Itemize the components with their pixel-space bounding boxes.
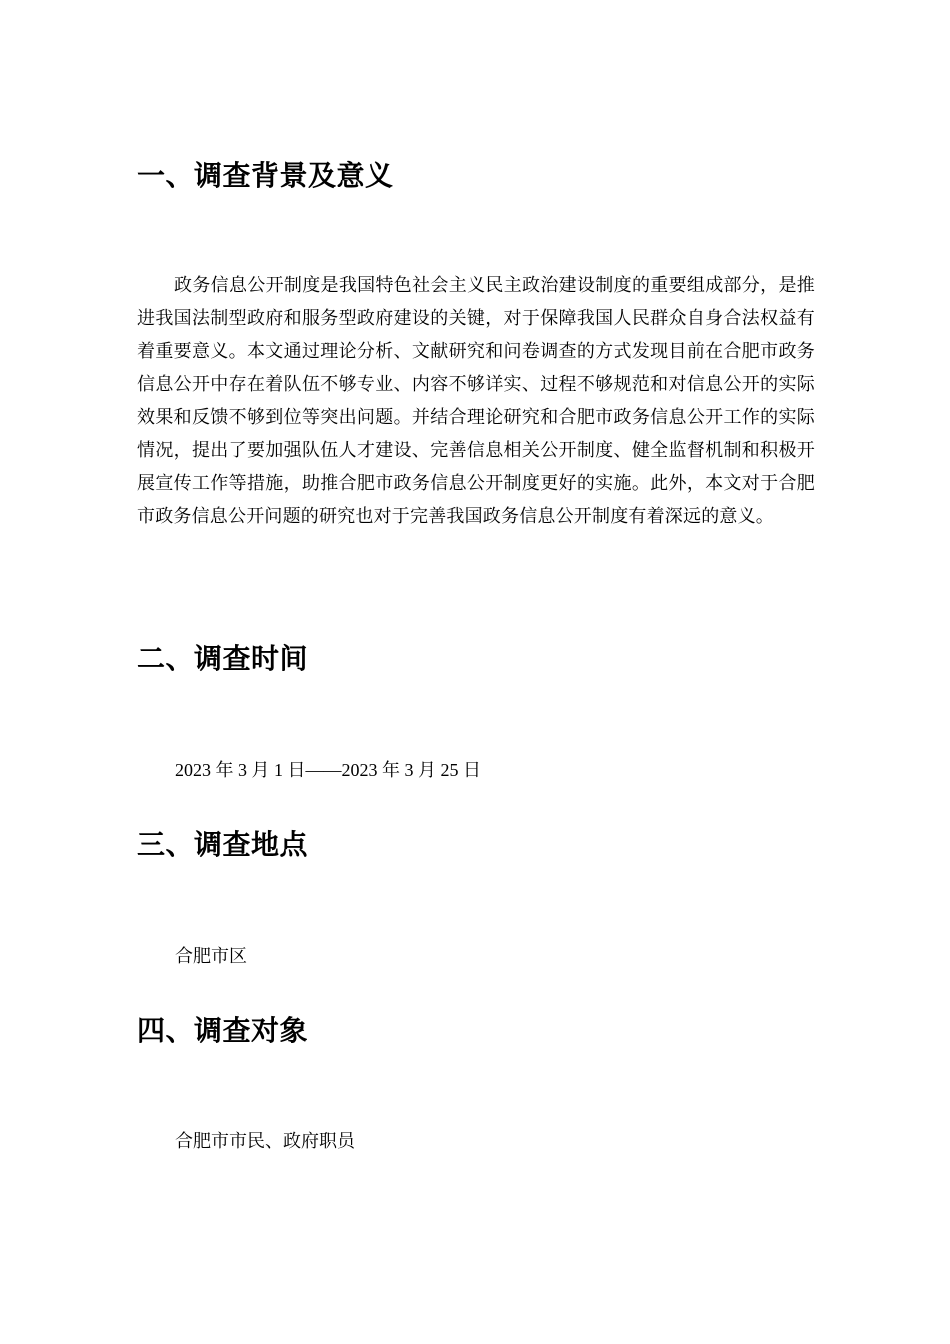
section-body-location: 合肥市区 (175, 946, 247, 966)
section-body-background: 政务信息公开制度是我国特色社会主义民主政治建设制度的重要组成部分，是推进我国法制型政府和服务型政府建设的关键，对于保障我国人民群众自身合法权益有着重要意义。本文通过理论分析、文献研究和问卷调查的方式发现目前在合肥市政务信息公开中存在着队伍不够专业、内容不够详实、过程不够规范和对信息公开的实际效果和反馈不够到位等突出问题。并结合理论研究和合肥市政务信息公开工作的实际情况，提出了要加强队伍人才建设、完善信息相关公开制度、健全监督机制和积极开展宣传工作等措施，助推合肥市政务信息公开制度更好的实施。此外，本文对于合肥市政务信息公开问题的研究也对于完善我国政务信息公开制度有着深远的意义。 (137, 275, 815, 527)
section-heading-subjects: 四、调查对象 (137, 1014, 309, 1047)
section-body-time: 2023 年 3 月 1 日——2023 年 3 月 25 日 (175, 760, 481, 780)
section-heading-location: 三、调查地点 (137, 828, 309, 861)
section-heading-time: 二、调查时间 (137, 642, 309, 675)
section-body-subjects: 合肥市市民、政府职员 (175, 1131, 355, 1151)
section-heading-background: 一、调查背景及意义 (137, 159, 394, 192)
